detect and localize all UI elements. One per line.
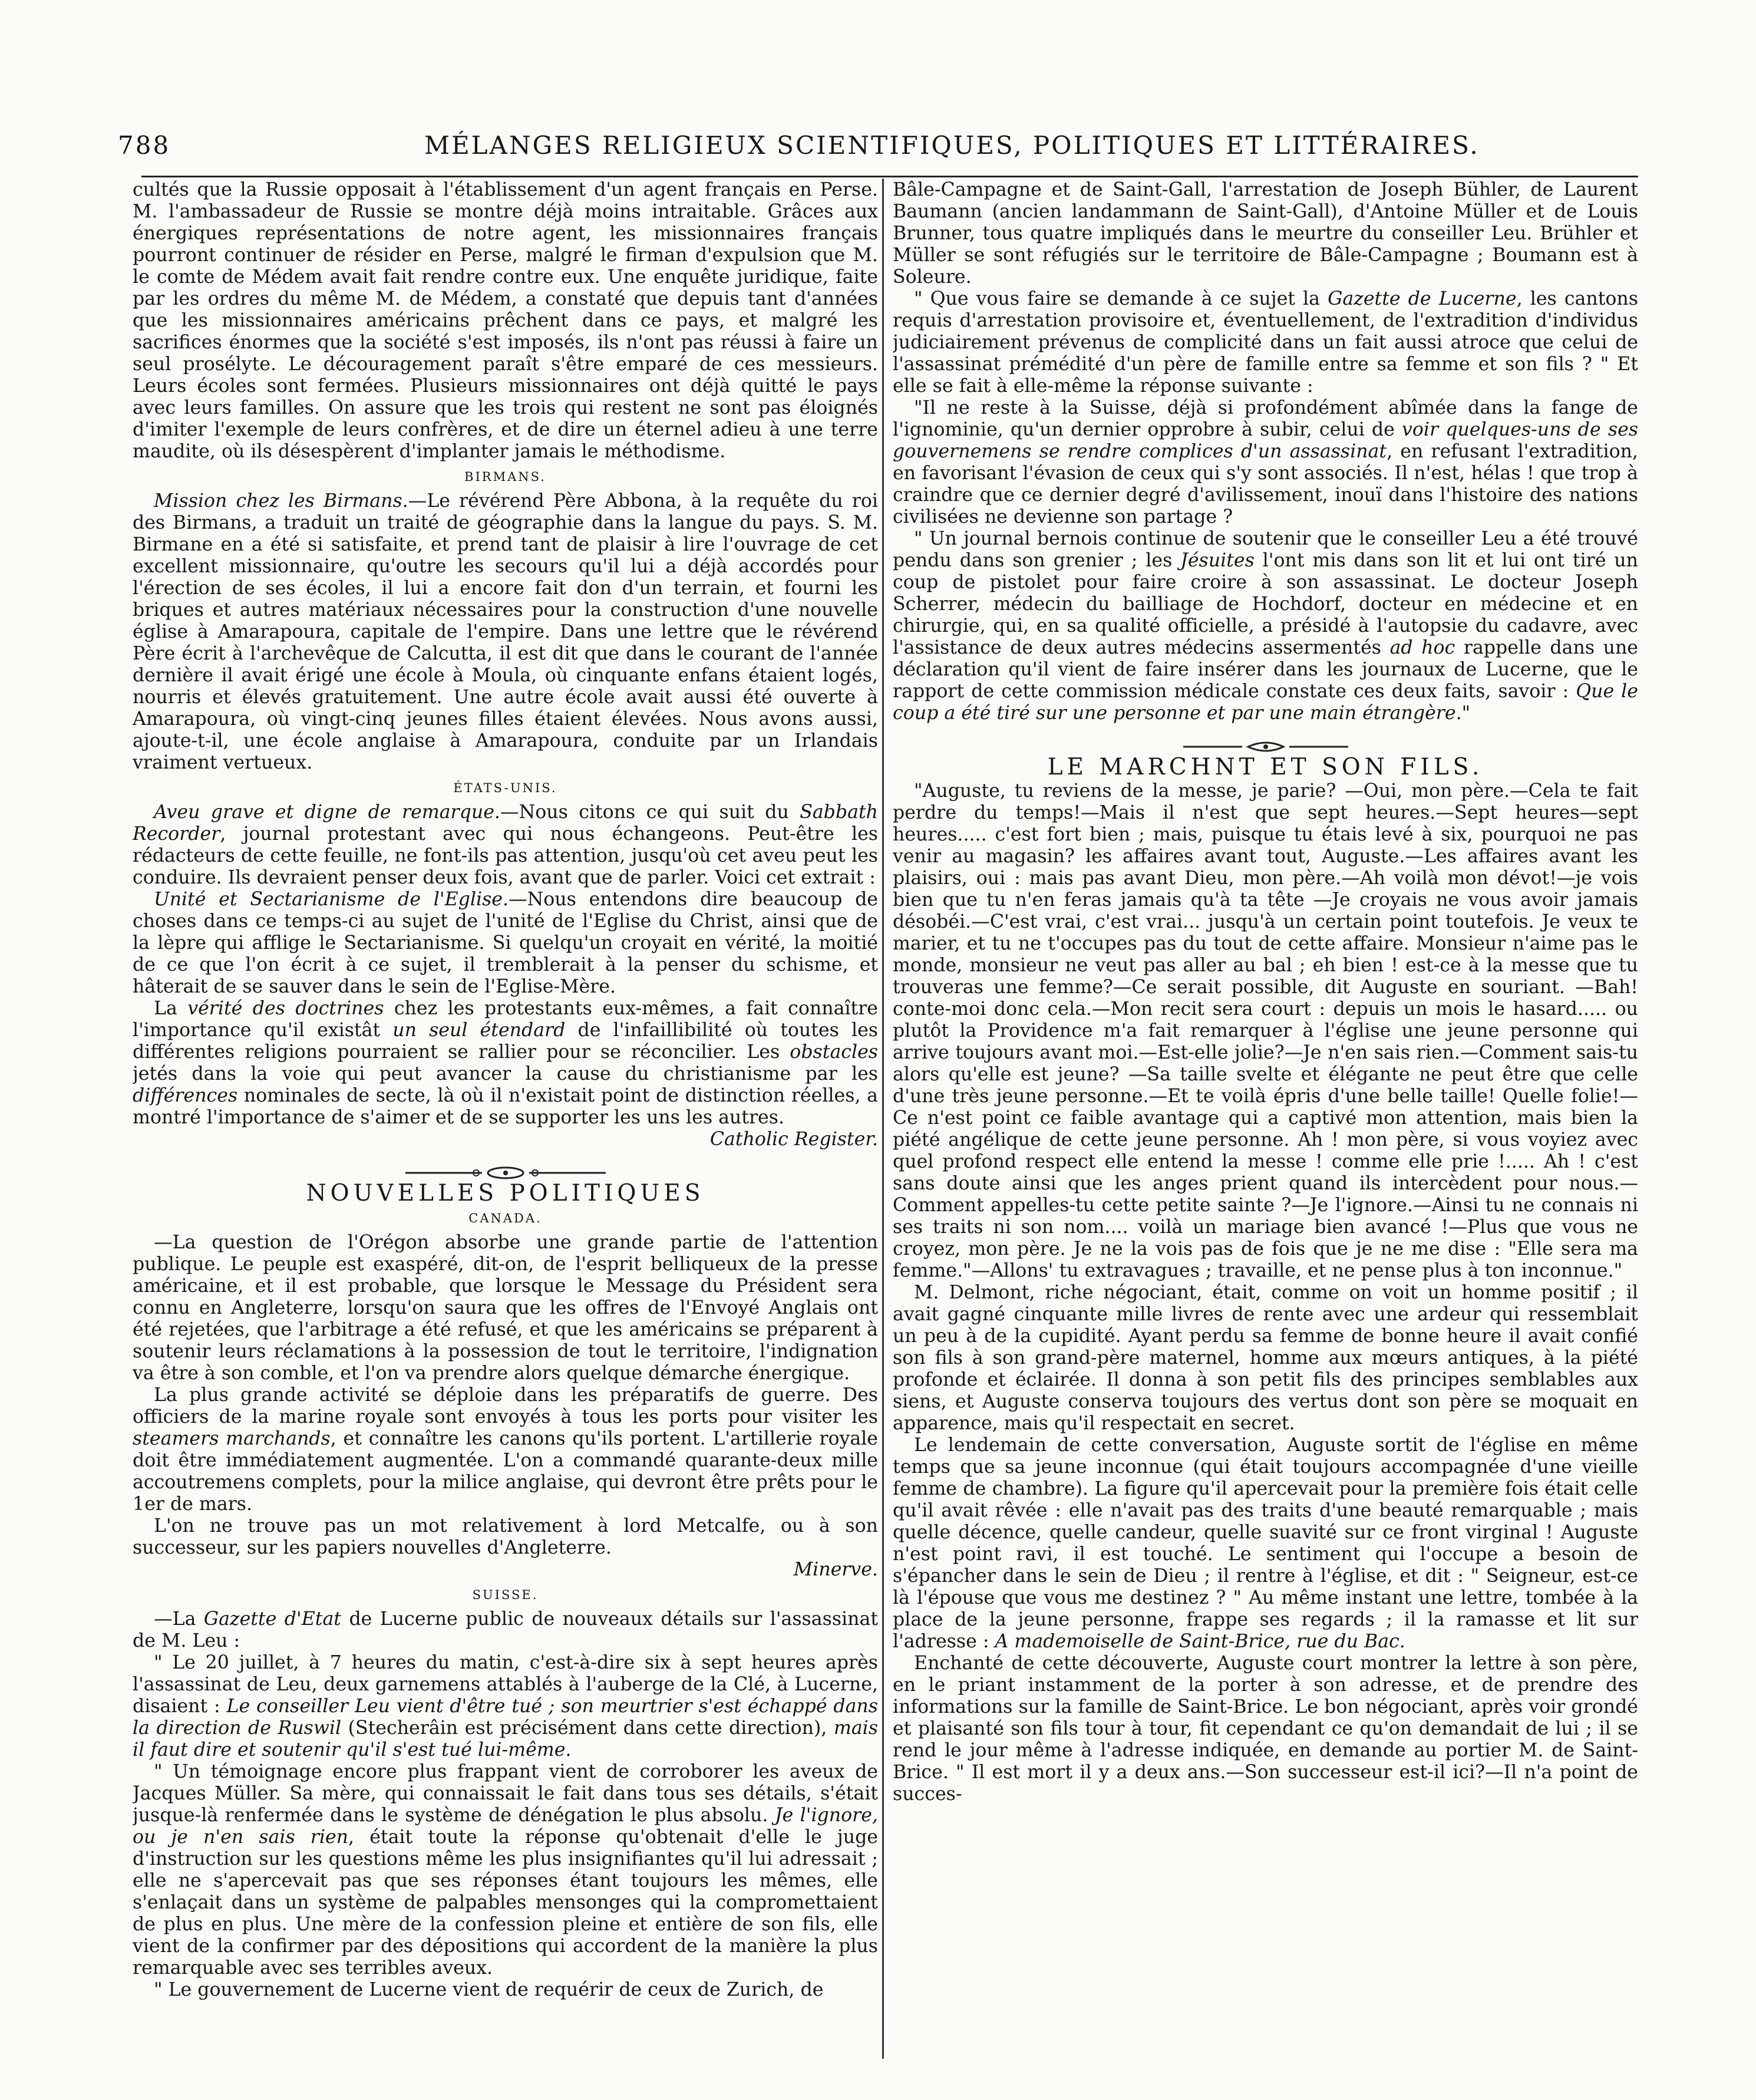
suisse-i: Gazette d'Etat: [203, 1608, 342, 1630]
temoignage-b: , était toute la réponse qu'obtenait d'elle le juge d'instruction sur les questions même les plus insignifiantes qu'il lui adressait ; elle ne s'apercevait pas que ses réponses étant toujours les mêmes, elle s'enlaçait dans un système de palpables mensonges qui la compromettaient de plus en plus. Une mère de la confession pleine et entière de son fils, elle vient de la confirmer par des dépositions qui accordent de la manière la plus remarquable avec ses terribles aveux.: [133, 1827, 878, 1979]
section-heading-suisse: SUISSE.: [472, 1588, 539, 1602]
reste-a: "Il ne reste à la Suisse, déjà si profondément abîmée dans la fange de l'ignominie, qu'un dernier opprobre à subir, celui de: [893, 397, 1638, 440]
story-lendemain-text: Le lendemain de cette conversation, Auguste sortit de l'église en même temps que sa jeune inconnue (qui était toujours accompagnée d'une vieille femme de chambre). La figure qu'il apercevait pour la première fois était celle qu'il avait rêvée : elle n'avait pas des traits d'une beauté remarquable ; mais quelle décence, quelle candeur, quelle suavité sur ce front virginal ! Auguste n'est point ravi, il est touché. Le sentiment qui l'occupe a besoin de s'épancher dans le sein de Dieu ; il rentre à l'église, et dit : " Seigneur, est-ce là l'épouse que vous me destinez ? " Au même instant une lettre, tombée à la place de la jeune personne, frappe ses regards ; il la ramasse et lit sur l'adresse :: [893, 1435, 1638, 1652]
unite-article: [133, 889, 878, 998]
juillet-paragraph: [133, 1652, 878, 1761]
story-enchante: Enchanté de cette découverte, Auguste court montrer la lettre à son père, en le priant instamment de la porter à son adresse, et de prendre des informations sur la famille de Saint-Brice. Le bon négociant, après voir grondé et plaisanté son fils tour à tour, fit cependant ce qu'on demandait de lui ; il se rend le jour même à l'adresse indiquée, en demande au portier M. de Saint-Brice. " Il est mort il y a deux ans.—Son successeur est-il ici?—Il n'a point de succes-: [893, 1653, 1638, 1805]
bernois-c: rappelle dans une déclaration qu'il vient de faire insérer dans les journaux de Lucerne, que le rapport de cette commission médicale constate ces deux faits, savoir :: [893, 637, 1638, 702]
birmans-lead: Mission chez les Birmans.: [154, 490, 408, 512]
aveu-article: [133, 802, 878, 889]
bernois-i2: ad hoc: [1389, 637, 1455, 658]
canada-p1: —La question de l'Orégon absorbe une grande partie de l'attention publique. Le peuple est exaspéré, dit-on, de l'esprit belliqueux de la presse américaine, et il est probable, que lorsque le Message du Président sera connu en Angleterre, lorsqu'on saura que les offres de l'Envoyé Anglais ont été rejetées, que l'arbitrage a été refusé, et que les américains se préparent à soutenir leurs réclamations à la possession de tout le territoire, l'indignation va être à son comble, et l'on va prendre alors quelque démarche énergique.: [133, 1232, 878, 1384]
section-heading-birmans: BIRMANS.: [464, 470, 546, 484]
perse-article: cultés que la Russie opposait à l'établissement d'un agent français en Perse. M. l'ambassadeur de Russie se montre déjà moins intraitable. Grâces aux énergiques représentations de notre agent, les missionnaires français pourront continuer de résider en Perse, malgré le firman d'expulsion que M. le comte de Médem avait fait rendre contre eux. Une enquête juridique, faite par les ordres du même M. de Médem, a constaté que depuis tant d'années que les missionnaires américains prêchent dans ce pays, et malgré les sacrifices énormes que la société s'est imposés, ils n'ont pas réussi à faire un seul prosélyte. Le découragement paraît s'être emparé de ces messieurs. Leurs écoles sont fermées. Plusieurs missionnaires ont déjà quitté le pays avec leurs familles. On assure que les trois qui restent ne sont pas éloignés d'imiter l'exemple de leurs confrères, et de dire un éternel adieu à une terre maudite, où ils désespèrent d'implanter jamais le méthodisme.: [133, 179, 878, 462]
story-dialogue: "Auguste, tu reviens de la messe, je parie? —Oui, mon père.—Cela te fait perdre du temps!—Mais il n'est que sept heures.—Sept heures—sept heures..... c'est fort bien ; mais, puisque tu étais levé à six, pourquoi ne pas venir au magasin? les affaires avant tout, Auguste.—Les affaires avant les plaisirs, oui : mais pas avant Dieu, mon père.—Ah voilà mon dévot!—je vois bien que tu n'en feras jamais qu'à ta tête —Je croyais ne vous avoir jamais désobéi.—C'est vrai, c'est vrai... jusqu'à un certain point toutefois. Je veux te marier, et tu ne t'occupes pas du tout de cette affaire. Monsieur n'aime pas le monde, monsieur ne veut pas aller au bal ; eh bien ! est-ce à la messe que tu trouveras une femme?—Ce serait possible, dit Auguste en souriant. —Bah! conte-moi donc cela.—Mon recit sera court : depuis un mois le hasard..... ou plutôt la Providence m'a fait remarquer à l'église une jeune personne qui arrive toujours avant moi.—Est-elle jolie?—Je n'en sais rien.—Comment sais-tu alors qu'elle est jeune? —Sa taille svelte et élégante ne peut être que celle d'une très jeune personne.—Et te voilà épris d'une belle taille! Quelle folie!—Ce n'est point ce faible avantage qui a captivé mon attention, mais bien la piété angélique de cette jeune personne. Ah ! mon père, si vous voyiez avec quel profond respect elle entend la messe ! comme elle prie !..... Ah ! c'est sans doute ainsi que les anges prient quand ils intercèdent pour nous.—Comment appelles-tu cette petite sainte ?—Je l'ignore.—Ainsi tu ne connais ni ses traits ni son nom.... voilà un mariage bien avancé !—Plus que vous ne croyez, mon père. Je ne la vois pas de fois que je ne me dise : "Elle sera ma femme."—Allons' tu extravagues ; travaille, et ne pense plus à ton inconnue.": [893, 780, 1638, 1281]
canada-p2a: La plus grande activité se déploie dans les préparatifs de guerre. Des officiers de la marine royale sont envoyés à tous les ports pour visiter les: [133, 1384, 878, 1428]
suisse-intro: [133, 1608, 878, 1652]
gazette-paragraph: [893, 288, 1638, 397]
verite-c: de l'infaillibilité où toutes les différentes religions pourraient se rallier pour se réconcilier. Les: [133, 1020, 878, 1063]
aveu-text-b: , journal protestant avec qui nous échangeons. Peut-être les rédacteurs de cette feuille, ne font-ils pas attention, jusqu'où cet aveu peut les conduire. Ils devraient penser deux fois, avant que de parler. Voici cet extrait :: [133, 823, 878, 888]
juillet-i1: Le conseiller Leu vient d'être tué ; son meurtrier s'est échappé dans la direction de Ruswil: [133, 1696, 878, 1739]
bernois-b: l'ont mis dans son lit et lui ont tiré un coup de pistolet pour faire croire à son assassinat. Le docteur Joseph Scherrer, médecin du bailliage de Hochdorf, docteur en médecine et en chirurgie, qui, en sa qualité officielle, a présidé à l'autopsie du cadavre, avec l'assistance de deux autres médecins assermentés: [893, 550, 1638, 658]
birmans-article: [133, 490, 878, 774]
verite-e: nominales de secte, là où il n'existait point de distinction réelles, a montré l'importance de s'aimer et de se supporter les uns les autres.: [133, 1085, 878, 1128]
source-minerve: Minerve.: [793, 1559, 878, 1580]
juillet-i2: mais il faut dire et soutenir qu'il s'est tué lui-même: [133, 1717, 878, 1761]
page-header: [118, 131, 1650, 178]
aveu-text-a: —Nous citons ce qui suit du: [500, 802, 800, 823]
canada-p3: L'on ne trouve pas un mot relativement à lord Metcalfe, ou à son successeur, sur les papiers nouvelles d'Angleterre.: [133, 1515, 878, 1558]
verite-paragraph: [133, 998, 878, 1129]
column-divider: [882, 179, 884, 2059]
reste-b: , en refusant l'extradition, en favorisant l'évasion de ceux qui s'y sont associés. Il n'est, hélas ! que trop à craindre que ce dernier degré d'avilissement, inouï dans l'histoire des nations civilisées ne devienne son partage ?: [893, 441, 1638, 528]
ornament-divider: [133, 1163, 878, 1180]
temoignage-i: Je l'ignore, ou je n'en sais rien: [133, 1805, 878, 1848]
reste-i: voir quelques-uns de ses gouvernemens se rendre complices d'un assassinat: [893, 419, 1638, 462]
verite-d: jetés dans la voie qui peut avancer la cause du christianisme par les: [133, 1063, 878, 1084]
canada-p2i: steamers marchands: [133, 1428, 331, 1449]
header-rule: [141, 176, 1638, 177]
bernois-i3: Que le coup a été tiré sur une personne et par une main étrangère.: [893, 681, 1638, 724]
verite-i1: vérité des doctrines: [187, 998, 384, 1019]
right-column: [893, 179, 1638, 2062]
suisse-b: de Lucerne public de nouveaux détails sur l'assassinat de M. Leu :: [133, 1608, 878, 1651]
temoignage-a: " Un témoignage encore plus frappant vient de corroborer les aveux de Jacques Müller. Sa mère, qui connaissait le fait dans tous ses détails, s'était jusque-là renfermée dans le système de dénégation le plus absolu.: [133, 1761, 878, 1826]
aveu-paper: Sabbath Recorder: [133, 802, 878, 845]
juillet-c: .: [565, 1739, 572, 1761]
ornament-svg: [400, 1166, 612, 1180]
reste-paragraph: [893, 397, 1638, 528]
temoignage-paragraph: [133, 1761, 878, 1979]
suisse-a: —La: [154, 1608, 204, 1630]
bernois-i1: Jésuites: [1180, 550, 1255, 571]
gazette-i: Gazette de Lucerne: [1328, 288, 1517, 309]
juillet-b: (Stecherâin est précisément dans cette direction),: [341, 1717, 834, 1739]
story-title: LE MARCHNT ET SON FILS.: [1047, 754, 1484, 780]
gazette-b: , les cantons requis d'arrestation provisoire et, éventuellement, de l'extradition d'individus judiciairement prévenus de complicité dans un fait aussi atroce que celui de l'assassinat prémédité d'un père de famille entre sa femme et son fils ? " Et elle se fait à elle-même la réponse suivante :: [893, 288, 1638, 397]
gouvernement-paragraph: " Le gouvernement de Lucerne vient de requérir de ceux de Zurich, de: [154, 1979, 824, 2000]
ornament-svg-right: [1177, 740, 1354, 754]
juillet-a: " Le 20 juillet, à 7 heures du matin, c'est-à-dire six à sept heures après l'assassinat de Leu, deux garnemens attablés à l'auberge de la Clé, à Lucerne, disaient :: [133, 1652, 878, 1717]
unite-text: —Nous entendons dire beaucoup de choses dans ce temps-ci au sujet de l'unité de l'Eglise du Christ, ainsi que de la lèpre qui afflige le Sectarianisme. Si quelqu'un croyait en vérité, la moitié de ce que l'on écrit à ce sujet, il tremblerait à la penser du schisme, et hâterait de se sauver dans le sein de l'Eglise-Mère.: [133, 889, 878, 997]
bale-paragraph: Bâle-Campagne et de Saint-Gall, l'arrestation de Joseph Bühler, de Laurent Baumann (ancien landammann de Saint-Gall), d'Antoine Müller et de Louis Brunner, tous quatre impliqués dans le meurtre du conseiller Leu. Brühler et Müller se sont réfugiés sur le territoire de Bâle-Campagne ; Boumann est à Soleure.: [893, 179, 1638, 288]
aveu-lead: Aveu grave et digne de remarque.: [154, 802, 500, 823]
canada-p2b: , et connaître les canons qu'ils portent. L'artillerie royale doit être immédiatement augmentée. L'on a commandé quarante-deux mille accoutremens complets, pour la milice anglaise, qui devront être prêts pour le 1er de mars.: [133, 1428, 878, 1515]
section-heading-etats-unis: ÉTATS-UNIS.: [453, 781, 557, 795]
birmans-text: —Le révérend Père Abbona, à la requête du roi des Birmans, a traduit un traité de géographie dans la langue du pays. S. M. Birmane en a été si satisfaite, et prend tant de plaisir à lire l'ouvrage de cet excellent missionnaire, qu'outre les secours qu'il lui a déjà accordés pour l'érection de ses écoles, il lui a encore fait don d'un terrain, et fourni les briques et autres matériaux nécessaires pour la construction d'une nouvelle église à Amarapoura, capitale de l'empire. Dans une lettre que le révérend Père écrit à l'archevêque de Calcutta, il est dit que dans le courant de l'année dernière il avait érigé une école à Moula, où cinquante enfans étaient logés, nourris et élevés gratuitement. Une autre école avait aussi été ouverte à Amarapoura, où vingt-cinq jeunes filles étaient élevées. Nous avons aussi, ajoute-t-il, une école anglaise à Amarapoura, conduite par un Irlandais vraiment vertueux.: [133, 490, 878, 773]
bernois-a: " Un journal bernois continue de soutenir que le conseiller Leu a été trouvé pendu dans son grenier ; les: [893, 528, 1638, 571]
section-title-nouvelles-politiques: NOUVELLES POLITIQUES: [306, 1180, 705, 1206]
story-lendemain: [893, 1435, 1638, 1653]
story-address: A mademoiselle de Saint-Brice, rue du Bac.: [995, 1631, 1405, 1652]
unite-lead: Unité et Sectarianisme de l'Eglise.: [154, 889, 509, 910]
ornament-divider-right: [893, 737, 1638, 754]
canada-p2: [133, 1384, 878, 1515]
left-column: [133, 179, 878, 2062]
verite-i4: différences: [133, 1085, 238, 1106]
verite-a: La: [154, 998, 188, 1019]
verite-b: chez les protestants eux-mêmes, a fait connaître l'importance qu'il existât: [133, 998, 878, 1041]
verite-i3: obstacles: [790, 1041, 878, 1063]
bernois-paragraph: [893, 528, 1638, 724]
story-delmont: M. Delmont, riche négociant, était, comme on voit un homme positif ; il avait gagné cinquante mille livres de rente avec une ardeur qui ressemblait un peu à de la cupidité. Ayant perdu sa femme de bonne heure il avait confié son fils à son grand-père maternel, homme aux mœurs antiques, à la piété profonde et éclairée. Il donna à son petit fils des principes semblables aux siens, et Auguste conserva toujours des vertus dont son père se moquait en apparence, mais qu'il respectait en secret.: [893, 1282, 1638, 1434]
verite-i2: un seul étendard: [392, 1020, 566, 1041]
bernois-d: ": [1461, 703, 1471, 724]
section-heading-canada: CANADA.: [468, 1211, 542, 1225]
running-title: MÉLANGES RELIGIEUX SCIENTIFIQUES, POLITIQUES ET LITTÉRAIRES.: [424, 131, 1480, 160]
source-catholic-register: Catholic Register.: [709, 1129, 878, 1150]
gazette-a: " Que vous faire se demande à ce sujet la: [914, 288, 1328, 309]
page-number: 788: [118, 131, 171, 160]
